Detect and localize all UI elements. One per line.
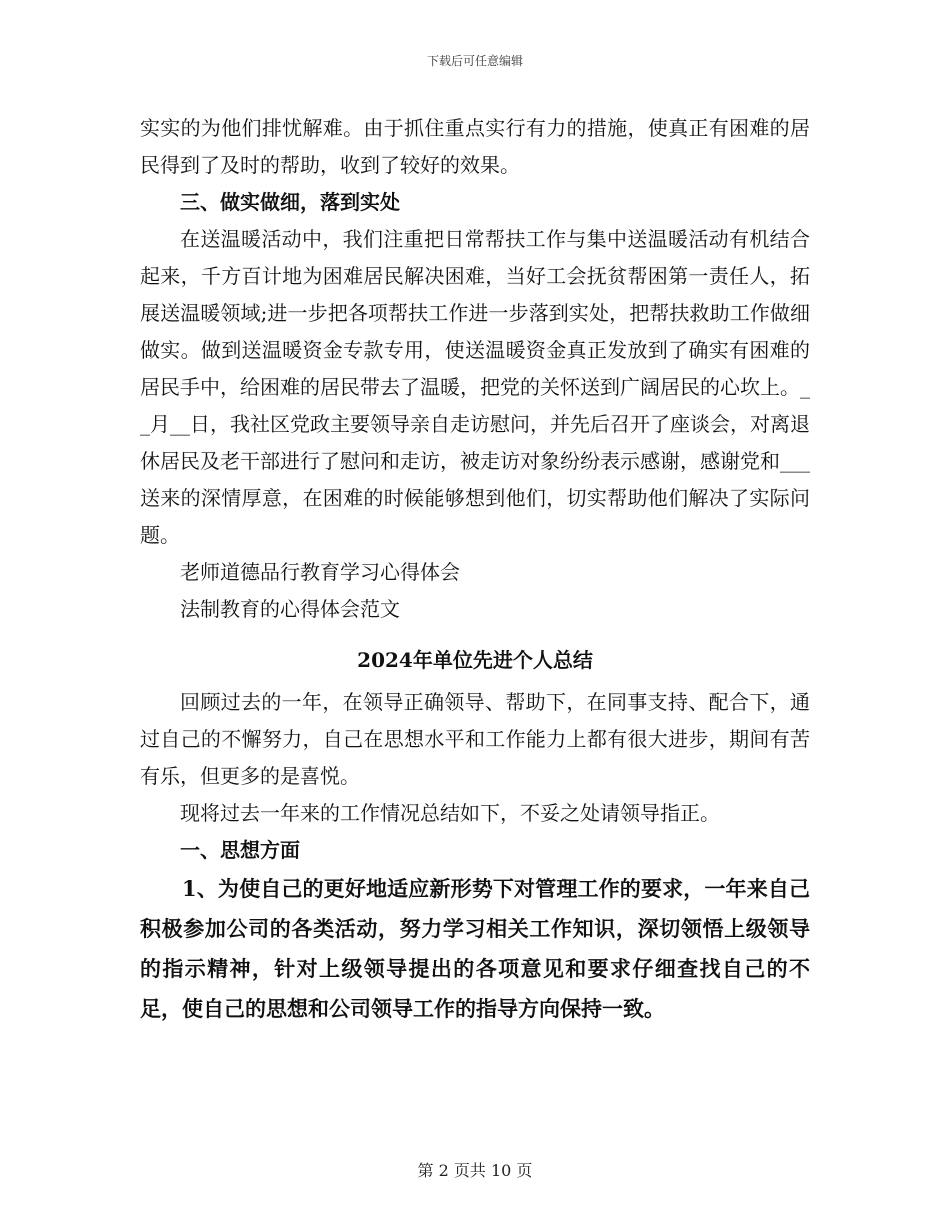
paragraph: 在送温暖活动中，我们注重把日常帮扶工作与集中送温暖活动有机结合起来，千方百计地为困难居民解决困难，当好工会抚贫帮困第一责任人，拓展送温暖领域;进一步把各项帮扶工作进一步落到实处，把帮扶救助工作做细做实。做到送温暖资金专款专用，使送温暖资金真正发放到了确实有困难的居民手中，给困难的居民带去了温暖，把党的关怀送到广阔居民的心坎上。__月__日，我社区党政主要领导亲自走访慰问，并先后召开了座谈会，对离退休居民及老干部进行了慰问和走访，被走访对象纷纷表示感谢，感谢党和___送来的深情厚意，在困难的时候能够想到他们，切实帮助他们解决了实际问题。 (140, 227, 810, 547)
document-body (140, 110, 810, 1029)
page-footer: 第 2 页共 10 页 (417, 1161, 533, 1180)
page-header: 下载后可任意编辑 (426, 54, 523, 68)
section-heading: 一、思想方面 (180, 838, 300, 862)
related-link[interactable]: 法制教育的心得体会范文 (180, 597, 400, 621)
document-title: 2024年单位先进个人总结 (357, 648, 593, 672)
bold-paragraph: 1、为使自己的更好地适应新形势下对管理工作的要求，一年来自己积极参加公司的各类活动，努力学习相关工作知识，深切领悟上级领导的指示精神，针对上级领导提出的各项意见和要求仔细查找自己的不足，使自己的思想和公司领导工作的指导方向保持一致。 (140, 876, 810, 1021)
related-link[interactable]: 老师道德品行教育学习心得体会 (180, 560, 460, 584)
section-heading: 三、做实做细，落到实处 (180, 190, 400, 214)
paragraph: 实实的为他们排忧解难。由于抓住重点实行有力的措施，使真正有困难的居民得到了及时的帮助，收到了较好的效果。 (140, 116, 810, 177)
paragraph: 现将过去一年来的工作情况总结如下，不妥之处请领导指正。 (180, 801, 720, 825)
paragraph: 回顾过去的一年，在领导正确领导、帮助下，在同事支持、配合下，通过自己的不懈努力，自己在思想水平和工作能力上都有很大进步，期间有苦有乐，但更多的是喜悦。 (140, 690, 810, 788)
